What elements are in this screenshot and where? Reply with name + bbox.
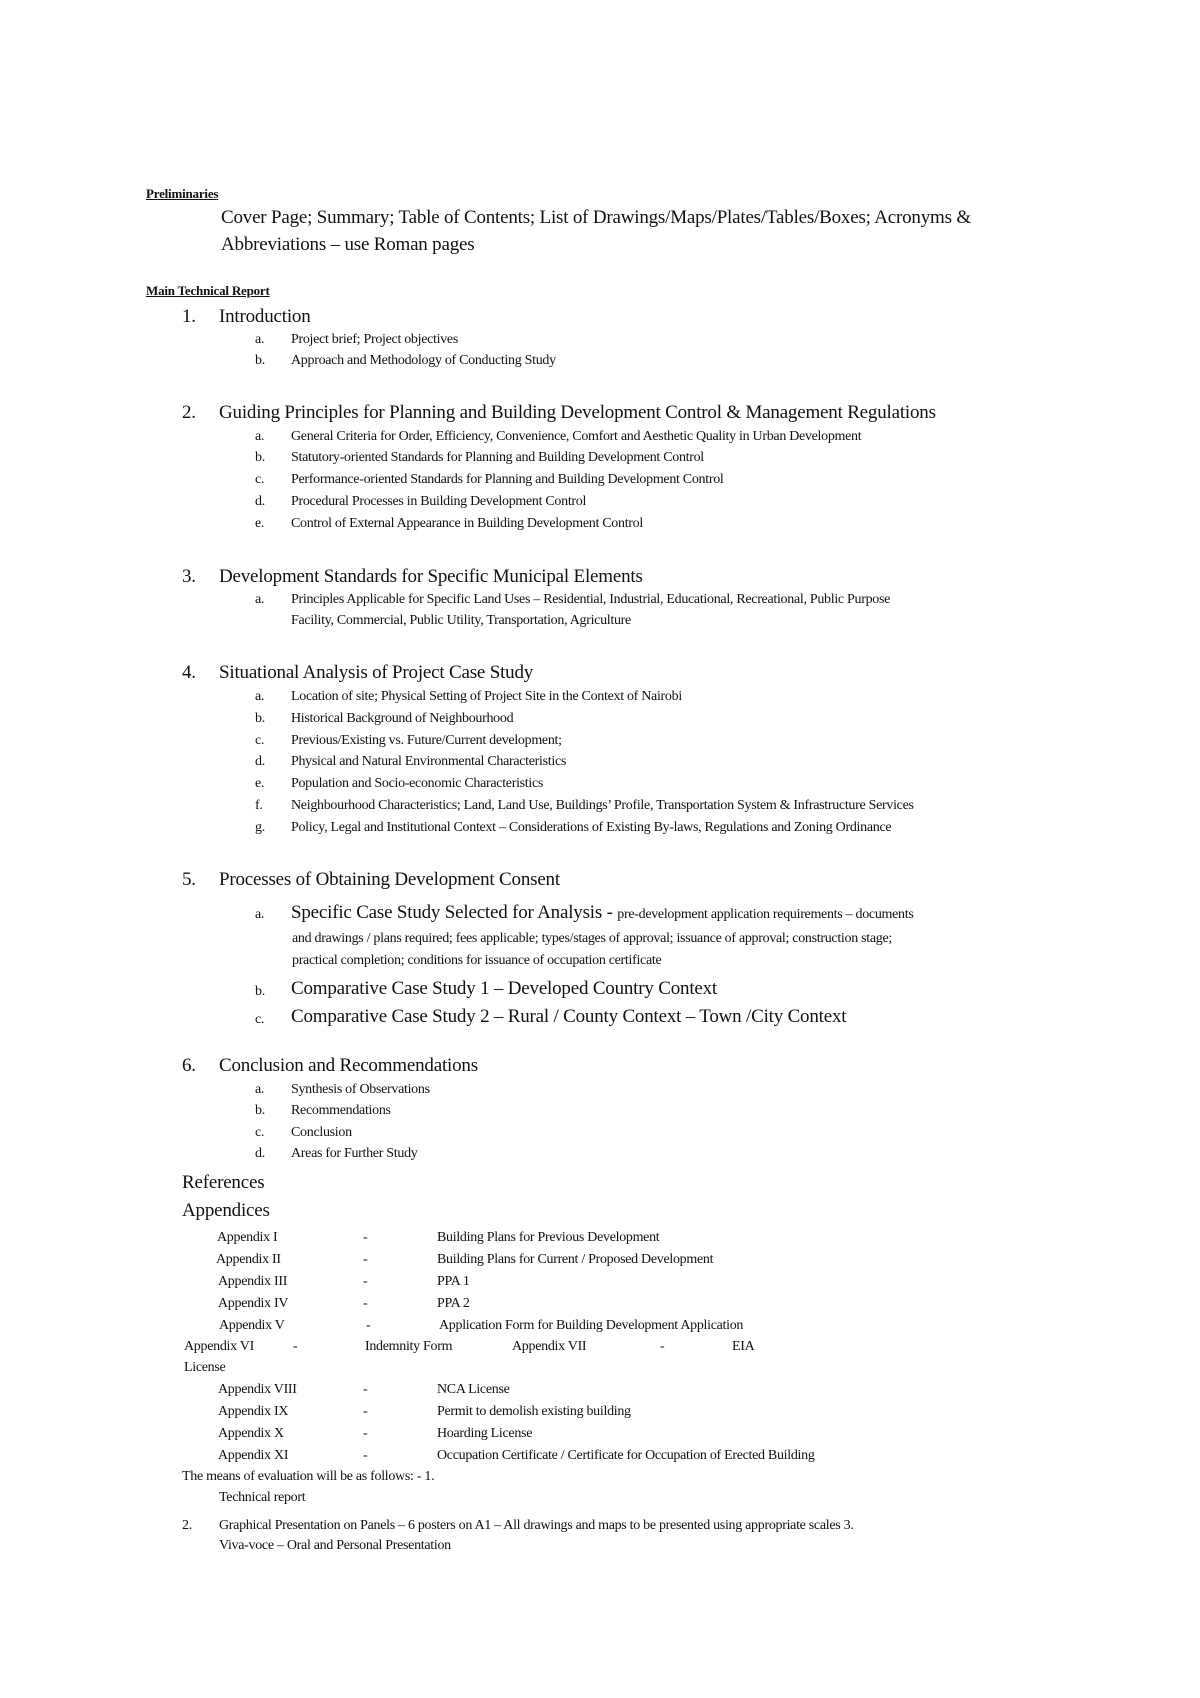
item-letter: b.: [255, 353, 265, 368]
case-study-title: Specific Case Study Selected for Analysis -: [291, 902, 618, 923]
appendix-description: Occupation Certificate / Certificate for Occupation of Erected Building: [437, 1448, 815, 1463]
appendix-name: Appendix VII: [512, 1339, 587, 1354]
item-text: Synthesis of Observations: [291, 1082, 430, 1097]
main-report-heading: Main Technical Report: [146, 283, 270, 298]
case-study-details: pre-development application requirements – documents: [617, 907, 914, 922]
section-number: 6.: [182, 1055, 196, 1076]
appendix-description: NCA License: [437, 1382, 510, 1397]
item-letter: d.: [255, 754, 265, 769]
item-text: Comparative Case Study 1 – Developed Country Context: [291, 978, 718, 999]
appendix-dash: -: [363, 1252, 368, 1267]
appendix-dash: -: [363, 1230, 368, 1245]
item-letter: e.: [255, 776, 265, 791]
item-text: General Criteria for Order, Efficiency, Convenience, Comfort and Aesthetic Quality in Urban Development: [291, 429, 862, 444]
item-letter: c.: [255, 733, 265, 748]
item-letter: a.: [255, 689, 265, 704]
item-text: Population and Socio-economic Characteristics: [291, 776, 544, 791]
item-text: Recommendations: [291, 1103, 391, 1118]
evaluation-number: 2.: [182, 1518, 192, 1533]
item-letter: c.: [255, 472, 265, 487]
item-text: Policy, Legal and Institutional Context – Considerations of Existing By-laws, Regulations and Zoning Ordinance: [291, 820, 892, 835]
section-number: 1.: [182, 306, 196, 327]
appendix-description-continued: License: [184, 1360, 226, 1375]
item-text: Comparative Case Study 2 – Rural / County Context – Town /City Context: [291, 1006, 847, 1027]
section-number: 3.: [182, 566, 196, 587]
item-letter: a.: [255, 429, 265, 444]
item-letter: a.: [255, 592, 265, 607]
appendix-dash: -: [366, 1318, 371, 1333]
appendix-description: Indemnity Form: [365, 1339, 453, 1354]
section-title: Development Standards for Specific Municipal Elements: [219, 566, 643, 587]
appendix-description: Hoarding License: [437, 1426, 533, 1441]
item-letter: a.: [255, 1082, 265, 1097]
item-text-continued: Facility, Commercial, Public Utility, Transportation, Agriculture: [291, 613, 631, 628]
appendix-name: Appendix V: [219, 1318, 285, 1333]
section-number: 2.: [182, 402, 196, 423]
item-text: Areas for Further Study: [291, 1146, 418, 1161]
item-text: Previous/Existing vs. Future/Current development;: [291, 733, 562, 748]
appendix-dash: -: [660, 1339, 665, 1354]
item-letter: a.: [255, 907, 265, 922]
appendix-description: PPA 1: [437, 1274, 470, 1289]
appendix-dash: -: [363, 1404, 368, 1419]
appendix-name: Appendix X: [218, 1426, 284, 1441]
evaluation-item-1: Technical report: [219, 1490, 306, 1505]
appendix-name: Appendix II: [216, 1252, 281, 1267]
evaluation-item-2: Graphical Presentation on Panels – 6 posters on A1 – All drawings and maps to be presented using appropriate scales 3.: [219, 1518, 854, 1533]
appendix-dash: -: [363, 1448, 368, 1463]
section-title: Situational Analysis of Project Case Study: [219, 662, 534, 683]
references-heading: References: [182, 1172, 265, 1193]
appendices-heading: Appendices: [182, 1200, 270, 1221]
appendix-description: Building Plans for Current / Proposed Development: [437, 1252, 714, 1267]
appendix-dash: -: [363, 1426, 368, 1441]
item-text: Performance-oriented Standards for Planning and Building Development Control: [291, 472, 724, 487]
item-letter: a.: [255, 332, 265, 347]
item-text: Principles Applicable for Specific Land Uses – Residential, Industrial, Educational, Recreational, Public Purpose: [291, 592, 891, 607]
appendix-description: PPA 2: [437, 1296, 470, 1311]
section-title: Processes of Obtaining Development Consent: [219, 869, 560, 890]
appendix-description: Permit to demolish existing building: [437, 1404, 631, 1419]
appendix-name: Appendix VI: [184, 1339, 254, 1354]
appendix-dash: -: [363, 1382, 368, 1397]
section-title: Conclusion and Recommendations: [219, 1055, 478, 1076]
appendix-description: Building Plans for Previous Development: [437, 1230, 660, 1245]
item-text: Conclusion: [291, 1125, 352, 1140]
preliminaries-line-2: Abbreviations – use Roman pages: [221, 234, 475, 255]
item-text-continued: practical completion; conditions for issuance of occupation certificate: [292, 953, 662, 968]
item-letter: d.: [255, 494, 265, 509]
item-text: Procedural Processes in Building Development Control: [291, 494, 587, 509]
item-letter: c.: [255, 1012, 265, 1027]
item-text: Physical and Natural Environmental Characteristics: [291, 754, 567, 769]
item-text: Historical Background of Neighbourhood: [291, 711, 514, 726]
item-text: Location of site; Physical Setting of Project Site in the Context of Nairobi: [291, 689, 682, 704]
appendix-description: Application Form for Building Development Application: [439, 1318, 744, 1333]
section-number: 4.: [182, 662, 196, 683]
item-text: Project brief; Project objectives: [291, 332, 458, 347]
appendix-name: Appendix IV: [218, 1296, 289, 1311]
section-title: Introduction: [219, 306, 311, 327]
preliminaries-line-1: Cover Page; Summary; Table of Contents; List of Drawings/Maps/Plates/Tables/Boxes; Acronyms &: [221, 207, 971, 228]
item-text: Control of External Appearance in Building Development Control: [291, 516, 643, 531]
item-letter: f.: [255, 798, 263, 813]
preliminaries-heading: Preliminaries: [146, 186, 219, 201]
appendix-name: Appendix III: [218, 1274, 288, 1289]
item-text: Neighbourhood Characteristics; Land, Land Use, Buildings’ Profile, Transportation System & Infrastructure Services: [291, 798, 914, 813]
item-letter: b.: [255, 984, 265, 999]
item-letter: c.: [255, 1125, 265, 1140]
item-letter: d.: [255, 1146, 265, 1161]
section-number: 5.: [182, 869, 196, 890]
item-letter: e.: [255, 516, 265, 531]
evaluation-item-3: Viva-voce – Oral and Personal Presentation: [219, 1538, 451, 1553]
item-text: [291, 902, 913, 924]
appendix-name: Appendix VIII: [218, 1382, 297, 1397]
appendix-dash: -: [293, 1339, 298, 1354]
appendix-name: Appendix IX: [218, 1404, 289, 1419]
appendix-dash: -: [363, 1296, 368, 1311]
section-title: Guiding Principles for Planning and Building Development Control & Management Regulations: [219, 402, 936, 423]
appendix-name: Appendix XI: [218, 1448, 289, 1463]
item-letter: b.: [255, 1103, 265, 1118]
item-letter: g.: [255, 820, 265, 835]
item-text: Approach and Methodology of Conducting Study: [291, 353, 556, 368]
item-letter: b.: [255, 450, 265, 465]
item-text-continued: and drawings / plans required; fees applicable; types/stages of approval; issuance of approval; construction stage;: [292, 931, 892, 946]
item-letter: b.: [255, 711, 265, 726]
appendix-description: EIA: [732, 1339, 755, 1354]
item-text: Statutory-oriented Standards for Planning and Building Development Control: [291, 450, 704, 465]
evaluation-intro: The means of evaluation will be as follows: - 1.: [182, 1469, 435, 1484]
appendix-name: Appendix I: [217, 1230, 278, 1245]
appendix-dash: -: [363, 1274, 368, 1289]
